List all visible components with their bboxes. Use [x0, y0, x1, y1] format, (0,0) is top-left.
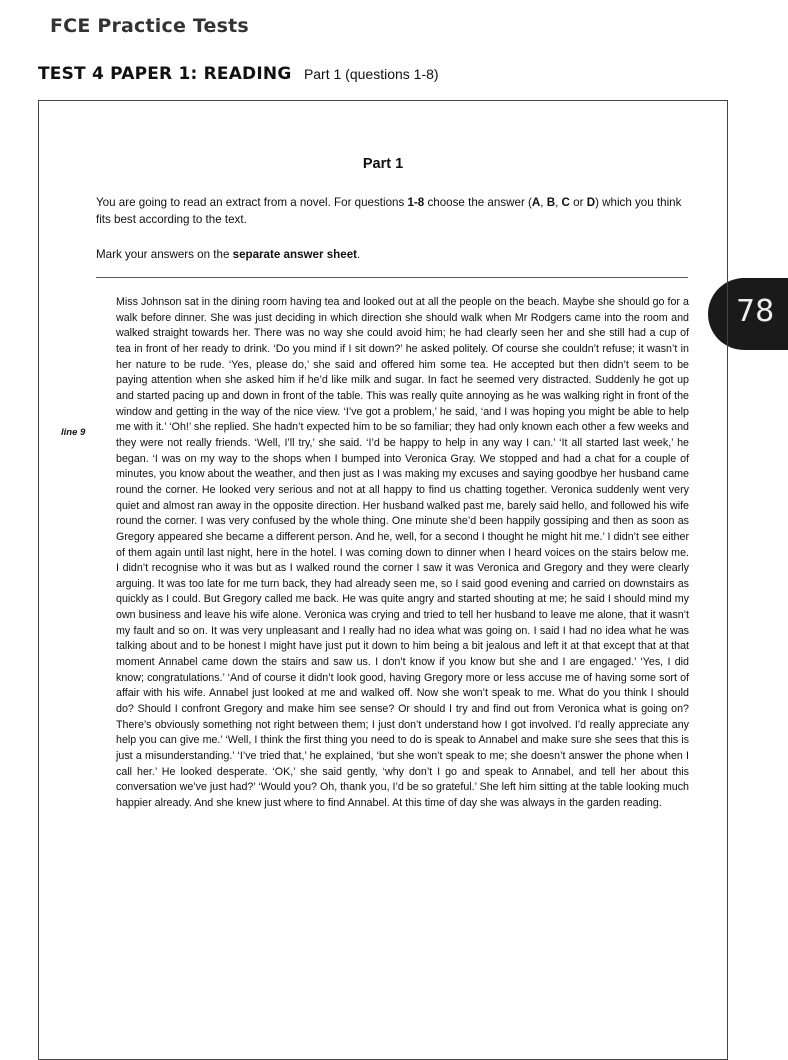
test-heading [38, 64, 439, 84]
answer-note-bold-1: on the [197, 248, 233, 261]
exam-content-box [38, 100, 728, 1060]
test-title: TEST 4 PAPER 1: READING [38, 64, 292, 84]
part-info: Part 1 (questions 1-8) [303, 66, 439, 82]
instructions-text-3: , [540, 196, 547, 209]
answer-note [96, 246, 696, 263]
option-a: A [531, 196, 541, 209]
answer-sheet-label: separate answer sheet [232, 248, 358, 261]
instructions-text-5: or [569, 196, 587, 209]
instructions-text-2: choose the answer ( [424, 196, 532, 209]
reading-passage: Miss Johnson sat in the dining room having tea and looked out at all the people on the beach. Maybe she should go for a walk before dinner. She was just deciding in which direction she should walk when Mr Rodgers came into the room and walked straight towards her. There was no way she could avoid him; he had clearly seen her and she still had a cup of tea in front of her ready to drink. ‘Do you mind if I sit down?’ he asked politely. Of course she couldn’t refuse; it wasn’t in her nature to be rude. ‘Yes, please do,’ she said and offered him some tea. He accepted but then didn’t seem to be paying attention when she asked him if he’d like milk and sugar. In fact he seemed very distracted. Suddenly he got up and started pacing up and down in front of the table. This was really quite annoying as he was walking right in front of the window and getting in the way of the nice view. ‘I’ve got a problem,’ he said, ‘and I was hoping you might be able to help me with it.’ ‘Oh!’ she replied. She hadn’t expected him to be so familiar; they had only known each other a few weeks and they were not really friends. ‘Well, I’ll try,’ she said. ‘I’d be happy to help in any way I can.’ ‘It all started last week,’ he began. ‘I was on my way to the shops when I bumped into Veronica Gray. We stopped and had a chat for a couple of minutes, you know about the weather, and then just as I was making my excuses and saying goodbye her husband came round the corner. He looked very serious and not at all happy to find us chatting together. Veronica suddenly went very quiet and almost ran away in the opposite direction. Her husband walked past me, barely said hello, and followed his wife round the corner. I was very confused by the whole thing. One minute she’d been happily gossiping and then as soon as Gregory appeared she became a different person. And he, well, for a second I thought he might hit me.’ I didn’t see either of them again until last night, here in the hotel. I was coming down to dinner when I heard voices on the stairs below me. I didn’t recognise who it was but as I walked round the corner I saw it was Veronica and Gregory and they were clearly arguing. It was too late for me turn back, they had already seen me, so I said good evening and carried on downstairs as quickly as I could. But Gregory called me back. He was quite angry and started shouting at me; he said I should mind my own business and leave his wife alone. Veronica was crying and tried to tell her husband to leave me alone, that it wasn’t my fault and so on. It was very unpleasant and I really had no idea what was going on. I said I had no idea what he was talking about and to be honest I might have just put it down to him being a bit jealous and left it at that except that at that moment Annabel came down the stairs and saw us. I don’t know if you know but she and I are engaged.’ ‘Yes, I did know; congratulations.’ ‘And of course it didn’t look good, having Gregory more or less accuse me of having some sort of affair with his wife. Annabel just looked at me and walked off. Now she won’t speak to me. What do you think I should do? Should I confront Gregory and make him see sense? Or should I try and find out from Veronica what is going on? There’s obviously something not right between them; I just don’t understand how I got involved. I’d really appreciate any help you can give me.’ ‘Well, I think the first thing you need to do is speak to Annabel and make sure she sees that this is just a misunderstanding.’ ‘I’ve tried that,’ he explained, ‘but she won’t speak to me; she doesn’t answer the phone when I call her.’ He looked desperate. ‘OK,’ she said gently, ‘why don’t I go and speak to Annabel, and tell her about this conversation we’ve just had?’ ‘Would you? Oh, thank you, I’d be so grateful.’ She left him sitting at the table looking much happier already. And she knew just where to find Annabel. At this time of day she was always in the garden reading. [116, 296, 689, 809]
option-b: B [546, 196, 556, 209]
instructions [96, 194, 696, 228]
instructions-text-4: , [555, 196, 562, 209]
book-series-title: FCE Practice Tests [50, 15, 249, 37]
instructions-question-range: 1-8 [407, 196, 425, 209]
divider [96, 277, 688, 278]
answer-note-text-1: Mark your answers [96, 248, 198, 261]
line-marker: line 9 [61, 427, 86, 438]
option-d: D [586, 196, 596, 209]
instructions-text-1: You are going to read an extract from a novel. For questions [96, 196, 408, 209]
part-title: Part 1 [362, 156, 404, 172]
answer-note-text-2: . [357, 248, 361, 261]
option-c: C [561, 196, 570, 209]
instructions-text-6: ) which you think fits best according to the text. [96, 196, 682, 226]
page-number: 78 [736, 294, 775, 329]
